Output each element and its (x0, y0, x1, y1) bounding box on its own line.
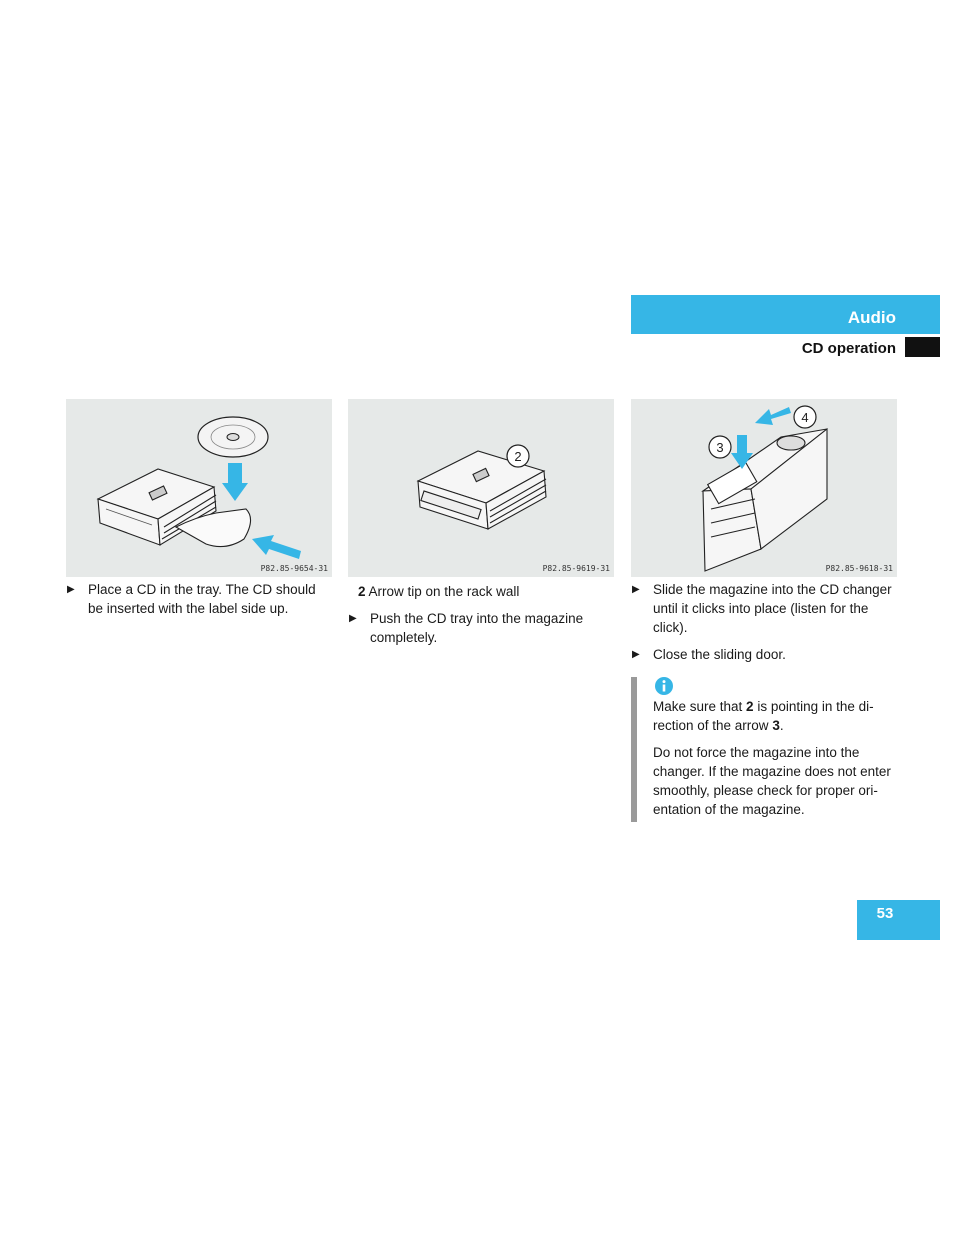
callout-4-label: 4 (801, 410, 809, 425)
bullet-triangle-icon: ▶ (67, 584, 75, 595)
step-text: Close the sliding door. (653, 647, 786, 662)
cd-tray-illustration-icon (66, 399, 332, 577)
column-2 (348, 580, 616, 655)
note-text: Make sure that (653, 699, 747, 714)
note-ref-2: 2 (746, 699, 754, 714)
bullet-triangle-icon: ▶ (632, 649, 640, 660)
column-1 (66, 580, 334, 626)
callout-legend (348, 582, 616, 601)
info-icon (655, 677, 673, 695)
step-close-door (631, 645, 899, 664)
figure-cd-magazine (348, 399, 614, 577)
callout-3-label: 3 (716, 440, 724, 455)
bullet-triangle-icon: ▶ (632, 584, 640, 595)
callout-text: Arrow tip on the rack wall (368, 584, 520, 599)
figure-code: P82.85-9619-31 (542, 564, 610, 573)
page-number-box (857, 900, 940, 940)
note-paragraph-1 (653, 697, 903, 735)
subsection-header (631, 337, 940, 357)
cd-changer-illustration-icon (631, 399, 897, 577)
info-note (631, 677, 907, 822)
section-header (631, 295, 940, 334)
section-title: Audio (847, 308, 896, 327)
note-body (653, 697, 903, 827)
note-paragraph-2: Do not force the magazine into the changer. If the magazine does not enter smoothly, please check for proper orientation of the magazine. (653, 745, 891, 817)
subsection-marker (905, 337, 940, 357)
step-place-cd (66, 580, 334, 618)
cd-magazine-illustration-icon (348, 399, 614, 577)
step-text: Place a CD in the tray. The CD should be inserted with the label side up. (88, 582, 316, 616)
step-push-tray (348, 609, 616, 647)
figure-cd-changer (631, 399, 897, 577)
figure-code: P82.85-9618-31 (825, 564, 893, 573)
note-ref-3: 3 (772, 718, 780, 733)
step-text: Slide the magazine into the CD changer until it clicks into place (listen for the click). (653, 582, 892, 635)
note-text: is pointing in the direction of the arrow (653, 699, 874, 733)
bullet-triangle-icon: ▶ (349, 613, 357, 624)
page-number: 53 (876, 905, 894, 922)
subsection-title: CD operation (801, 340, 896, 357)
column-3 (631, 580, 899, 672)
figure-code: P82.85-9654-31 (260, 564, 328, 573)
step-text: Push the CD tray into the magazine completely. (370, 611, 584, 645)
figure-cd-tray (66, 399, 332, 577)
step-slide-magazine (631, 580, 899, 637)
note-text: . (779, 718, 784, 733)
callout-number: 2 (358, 584, 366, 599)
callout-2-label: 2 (514, 449, 522, 464)
